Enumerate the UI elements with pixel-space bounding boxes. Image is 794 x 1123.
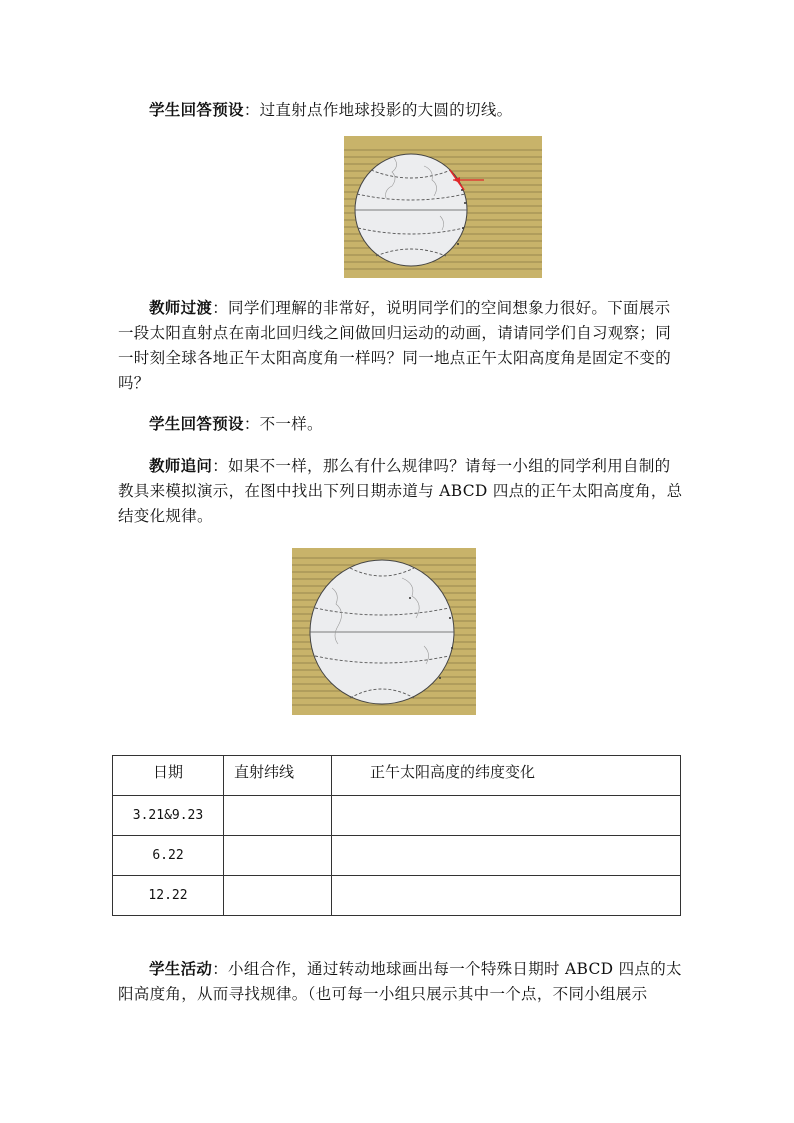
table-row bbox=[113, 836, 681, 876]
row-altitude-change-cell[interactable] bbox=[332, 836, 681, 876]
header-date: 日期 bbox=[113, 756, 224, 796]
paragraph-label: 教师追问 bbox=[149, 457, 213, 475]
row-date: 12.22 bbox=[113, 876, 224, 916]
teacher-followup-paragraph: 教师追问：如果不一样，那么有什么规律吗？请每一小组的同学利用自制的教具来模拟演示，在图中找出下列日期赤道与 ABCD 四点的正午太阳高度角，总结变化规律。 bbox=[118, 457, 683, 525]
header-direct-latitude: 直射纬线 bbox=[224, 756, 332, 796]
row-altitude-change-cell[interactable] bbox=[332, 876, 681, 916]
row-direct-latitude-cell[interactable] bbox=[224, 796, 332, 836]
globe-photo-1 bbox=[344, 136, 542, 278]
paragraph-label: 教师过渡 bbox=[149, 299, 213, 317]
row-altitude-change-cell[interactable] bbox=[332, 796, 681, 836]
paragraph-label: 学生回答预设 bbox=[149, 415, 244, 433]
student-answer-paragraph-2: 学生回答预设：不一样。 bbox=[149, 415, 323, 433]
paragraph-label: 学生回答预设 bbox=[149, 101, 244, 119]
paragraph-text: 同学们理解的非常好，说明同学们的空间想象力很好。下面展示一段太阳直射点在南北回归线之间做回归运动的动画，请请同学们自习观察；同一时刻全球各地正午太阳高度角一样吗？同一地点正午太阳高度角是固定不变的吗？ bbox=[118, 299, 672, 392]
student-answer-paragraph-1: 学生回答预设：过直射点作地球投影的大圆的切线。 bbox=[149, 101, 513, 119]
row-direct-latitude-cell[interactable] bbox=[224, 876, 332, 916]
paragraph-text: 如果不一样，那么有什么规律吗？请每一小组的同学利用自制的教具来模拟演示，在图中找出下列日期赤道与 ABCD 四点的正午太阳高度角，总结变化规律。 bbox=[118, 457, 683, 525]
teacher-transition-paragraph: 教师过渡：同学们理解的非常好，说明同学们的空间想象力很好。下面展示一段太阳直射点在南北回归线之间做回归运动的动画，请请同学们自习观察；同一时刻全球各地正午太阳高度角一样吗？同一地点正午太阳高度角是固定不变的吗？ bbox=[118, 299, 672, 392]
solar-altitude-table bbox=[112, 755, 681, 916]
row-date: 3.21&9.23 bbox=[113, 796, 224, 836]
globe-photo-2 bbox=[292, 548, 476, 715]
paragraph-label: 学生活动 bbox=[149, 960, 213, 978]
paragraph-text: 过直射点作地球投影的大圆的切线。 bbox=[259, 101, 513, 119]
paragraph-text: 不一样。 bbox=[259, 415, 323, 433]
row-direct-latitude-cell[interactable] bbox=[224, 836, 332, 876]
student-activity-paragraph: 学生活动：小组合作，通过转动地球画出每一个特殊日期时 ABCD 四点的太阳高度角，从而寻找规律。（也可每一小组只展示其中一个点，不同小组展示 bbox=[118, 960, 682, 1003]
header-altitude-change: 正午太阳高度的纬度变化 bbox=[332, 756, 681, 796]
table-header-row bbox=[113, 756, 681, 796]
paragraph-text: 小组合作，通过转动地球画出每一个特殊日期时 ABCD 四点的太阳高度角，从而寻找规律。（也可每一小组只展示其中一个点，不同小组展示 bbox=[118, 960, 682, 1003]
table-row bbox=[113, 796, 681, 836]
table-row bbox=[113, 876, 681, 916]
row-date: 6.22 bbox=[113, 836, 224, 876]
